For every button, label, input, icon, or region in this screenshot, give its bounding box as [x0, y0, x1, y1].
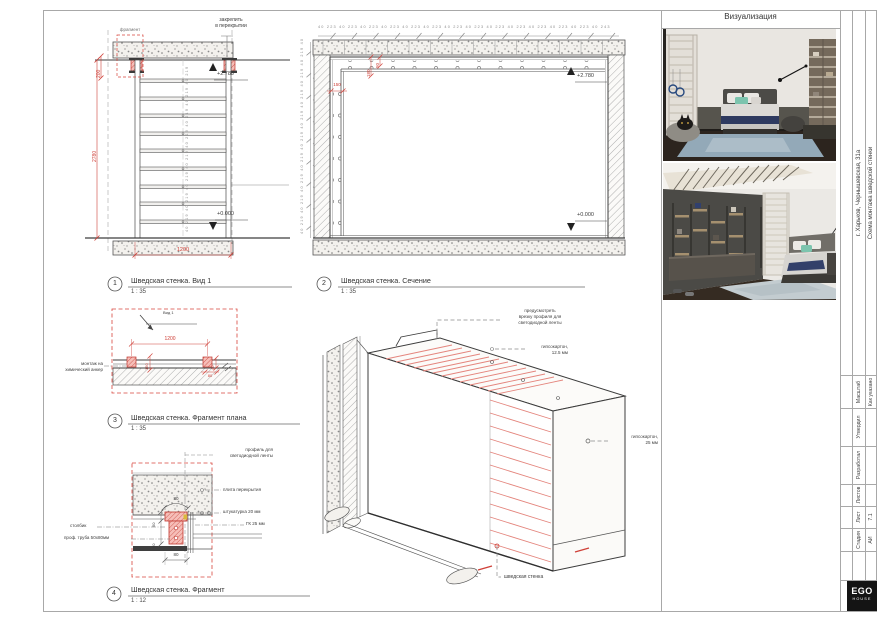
d3-anchor-note-line1: монтаж на [81, 361, 103, 366]
d4-plaster-label: штукатурка 20 мм [223, 509, 261, 514]
sheet-title: Схема монтажа шведской стенки [868, 146, 874, 239]
iso-gk25-label-line1: гипсокартон, [631, 434, 658, 439]
d2-elevation-top: +2.780 [577, 73, 594, 79]
titleblock-address-cell [852, 10, 865, 375]
d2-elevation-bottom: +0.000 [577, 212, 594, 218]
d1-dim-2780: 2780 [92, 150, 98, 162]
d4-profile-label-line2: светодиодной ленты [229, 453, 273, 458]
ego-house-logo [847, 581, 877, 611]
tb-label-scale: Масштаб [855, 380, 862, 403]
iso-geometry [323, 320, 625, 587]
d4-number: 4 [112, 590, 116, 597]
d2-number: 2 [322, 280, 326, 287]
iso-gk125-label-line1: гипсокартон, [541, 344, 568, 349]
d1-number: 1 [113, 280, 117, 287]
d4-profile-label-line1: профиль для [245, 447, 273, 452]
tb-label-approved: Утвердил [855, 415, 862, 439]
d3-dim-40: 40 [210, 365, 215, 370]
tb-label-sheet: Лист [855, 511, 862, 523]
viz-header: Визуализация [724, 12, 777, 21]
d3-dim-1200: 1200 [164, 336, 176, 342]
d2-dim-150: 150 [333, 82, 341, 87]
d2-title: Шведская стенка. Сечение [341, 276, 431, 285]
iso-led-label-line3: светодиодной ленты [518, 320, 562, 325]
d4-dim-50a: 50 [151, 522, 156, 527]
d4-title: Шведская стенка. Фрагмент [131, 585, 225, 594]
iso-gk125-label-line2: 12.5 мм [551, 350, 568, 355]
render-photo-1 [663, 29, 836, 161]
tb-value-stage: АИ [868, 535, 874, 544]
d4-dim-bottom-80: 80 [173, 552, 179, 557]
logo-text-house: HOUSE [852, 597, 872, 601]
d3-dim-80: 80 [207, 373, 213, 378]
d4-dim-top-80: 80 [173, 496, 179, 501]
render-photo-2 [663, 163, 836, 300]
d2-scale: 1 : 35 [341, 289, 357, 295]
titleblock-sheetname-cell [865, 10, 877, 375]
tb-label-stage: Стадия [855, 530, 862, 549]
d1-scale: 1 : 35 [131, 289, 147, 295]
d1-dim-1200: 1200 [176, 247, 190, 253]
iso-wall-label: шведская стенка [504, 574, 544, 580]
d1-elevation-bottom: +0.000 [217, 211, 234, 217]
d3-title: Шведская стенка. Фрагмент плана [131, 413, 247, 422]
d4-geometry [97, 452, 262, 577]
iso-led-label-line1: предусмотреть [524, 308, 556, 313]
d4-tube-label: проф. труба 50x80мм [64, 535, 110, 540]
d1-dim-200: 200 [96, 69, 102, 78]
d3-number: 3 [113, 417, 117, 424]
d3-scale: 1 : 35 [131, 426, 147, 432]
d3-geometry [104, 309, 237, 393]
d4-dim-50b: 50 [151, 543, 156, 548]
iso-gk25-label-line2: 25 мм [645, 440, 658, 445]
d4-post-label: столбик [70, 523, 87, 528]
d4-slab-label: плита перекрытия [223, 487, 262, 492]
d1-fragment-label: фрагмент [119, 27, 141, 32]
d2-dim-50: 50 [375, 62, 380, 68]
iso-led-label-line2: врезку профиля для [518, 314, 562, 319]
d3-dim-150: 150 [144, 363, 149, 370]
d1-fix-note-line1: закрепить [219, 17, 243, 23]
d1-title: Шведская стенка. Вид 1 [131, 276, 212, 285]
d1-center-dim-chain: 40 219 40 219 40 219 40 219 40 219 40 219 40 219 40 219 [184, 65, 189, 232]
d2-top-dim-chain: 40 223 40 223 40 223 40 223 40 223 40 223 40 223 40 223 40 223 40 223 40 223 40 223 40 223 40 243 [318, 25, 611, 29]
d3-view-label: Вид 1 [163, 310, 174, 315]
d1-fix-note-line2: в перекрытии [215, 23, 247, 29]
tb-value-sheet: 7.1 [868, 513, 874, 521]
tb-label-sheets: Листов [855, 486, 862, 504]
d4-gk-label: ГК 25 мм [246, 521, 265, 526]
d4-scale: 1 : 12 [131, 598, 147, 604]
d2-geometry [307, 31, 626, 255]
d2-left-dim-chain: 40 219 40 219 40 219 40 219 40 219 40 219 40 219 40 219 40 219 40 [300, 37, 304, 234]
d3-anchor-note-line2: химический анкер [65, 367, 103, 372]
project-address: г. Харьков, Чернышевская, 31а [855, 149, 862, 236]
tb-value-scale: Как указано [868, 377, 874, 406]
d2-dim-180: 180 [366, 69, 371, 77]
d1-elevation-top: +2.780 [217, 71, 234, 77]
logo-text-ego: EGO [851, 586, 873, 596]
tb-label-developed: Разработал [855, 450, 862, 480]
